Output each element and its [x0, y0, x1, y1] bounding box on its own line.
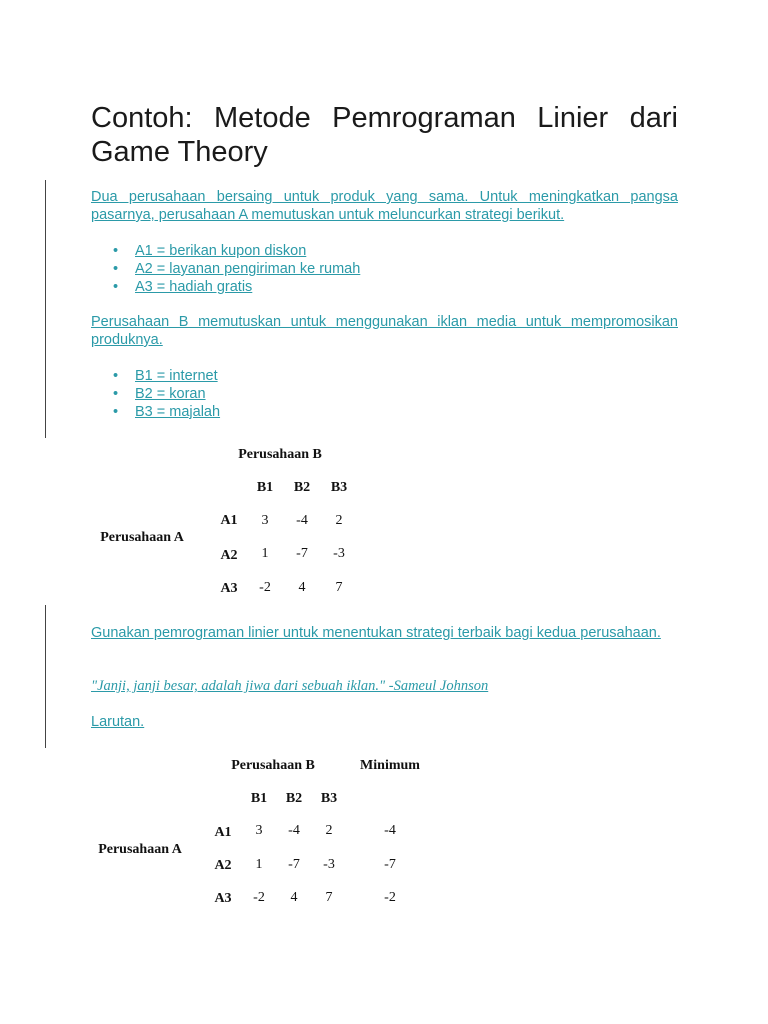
list-item[interactable]: • B2 = koran [113, 386, 206, 402]
strategy-list-b [113, 367, 220, 421]
table-cell: 2 [335, 513, 343, 528]
row-group-header: Perusahaan A [98, 842, 182, 857]
row-header: A3 [214, 891, 232, 906]
row-header: A2 [214, 858, 232, 873]
table-cell: 4 [290, 890, 298, 905]
table-cell: 1 [261, 546, 269, 561]
table-cell: 3 [255, 823, 263, 838]
column-group-header: Perusahaan B [231, 758, 315, 773]
table-cell: 1 [255, 857, 263, 872]
list-item[interactable]: • B1 = internet [113, 368, 218, 384]
table-cell: -3 [333, 546, 345, 561]
list-item[interactable]: • B3 = majalah [113, 404, 221, 420]
bullet-icon: • [113, 404, 119, 420]
table-cell: 4 [298, 580, 306, 595]
column-header: B2 [285, 791, 303, 806]
page-title: Contoh: Metode Pemrograman Linier dari Game Theory [91, 102, 678, 168]
table-cell: -2 [259, 580, 271, 595]
column-header: B1 [256, 480, 274, 495]
intro-paragraph[interactable]: Dua perusahaan bersaing untuk produk yang sama. Untuk meningkatkan pangsa pasarnya, perusahaan A memutuskan untuk meluncurkan strategi berikut. [91, 189, 678, 223]
table-cell: -4 [296, 513, 308, 528]
row-header: A2 [220, 548, 238, 563]
instruction-paragraph[interactable]: Gunakan pemrograman linier untuk menentukan strategi terbaik bagi kedua perusahaan. [91, 625, 661, 641]
bullet-icon: • [113, 261, 119, 277]
solution-label[interactable]: Larutan. [91, 714, 145, 730]
row-header: A1 [214, 825, 232, 840]
table-cell: 3 [261, 513, 269, 528]
table-cell: -3 [323, 857, 335, 872]
table-cell: 2 [325, 823, 333, 838]
column-group-header: Perusahaan B [238, 447, 322, 462]
bullet-icon: • [113, 243, 119, 259]
change-bar [45, 605, 46, 748]
table-cell: -2 [253, 890, 265, 905]
row-header: A1 [220, 513, 238, 528]
table-cell: -7 [296, 546, 308, 561]
change-bar [45, 180, 46, 438]
table-cell: 7 [325, 890, 333, 905]
table-cell: -7 [288, 857, 300, 872]
strategy-list-a [113, 242, 360, 296]
column-header: B1 [250, 791, 268, 806]
column-header: B3 [320, 791, 338, 806]
list-item[interactable]: • A1 = berikan kupon diskon [113, 243, 307, 259]
minimum-header: Minimum [360, 758, 420, 773]
column-header: B2 [293, 480, 311, 495]
list-item[interactable]: • A2 = layanan pengiriman ke rumah [113, 261, 361, 277]
row-header: A3 [220, 581, 238, 596]
bullet-icon: • [113, 368, 119, 384]
minimum-cell: -4 [384, 823, 396, 838]
minimum-cell: -7 [384, 857, 396, 872]
bullet-icon: • [113, 279, 119, 295]
bullet-icon: • [113, 386, 119, 402]
table-cell: 7 [335, 580, 343, 595]
list-item[interactable]: • A3 = hadiah gratis [113, 279, 253, 295]
table-cell: -4 [288, 823, 300, 838]
row-group-header: Perusahaan A [100, 530, 184, 545]
company-b-paragraph[interactable]: Perusahaan B memutuskan untuk menggunakan iklan media untuk mempromosikan produknya. [91, 314, 678, 348]
quote[interactable]: "Janji, janji besar, adalah jiwa dari sebuah iklan." -Sameul Johnson [91, 678, 489, 694]
column-header: B3 [330, 480, 348, 495]
minimum-cell: -2 [384, 890, 396, 905]
